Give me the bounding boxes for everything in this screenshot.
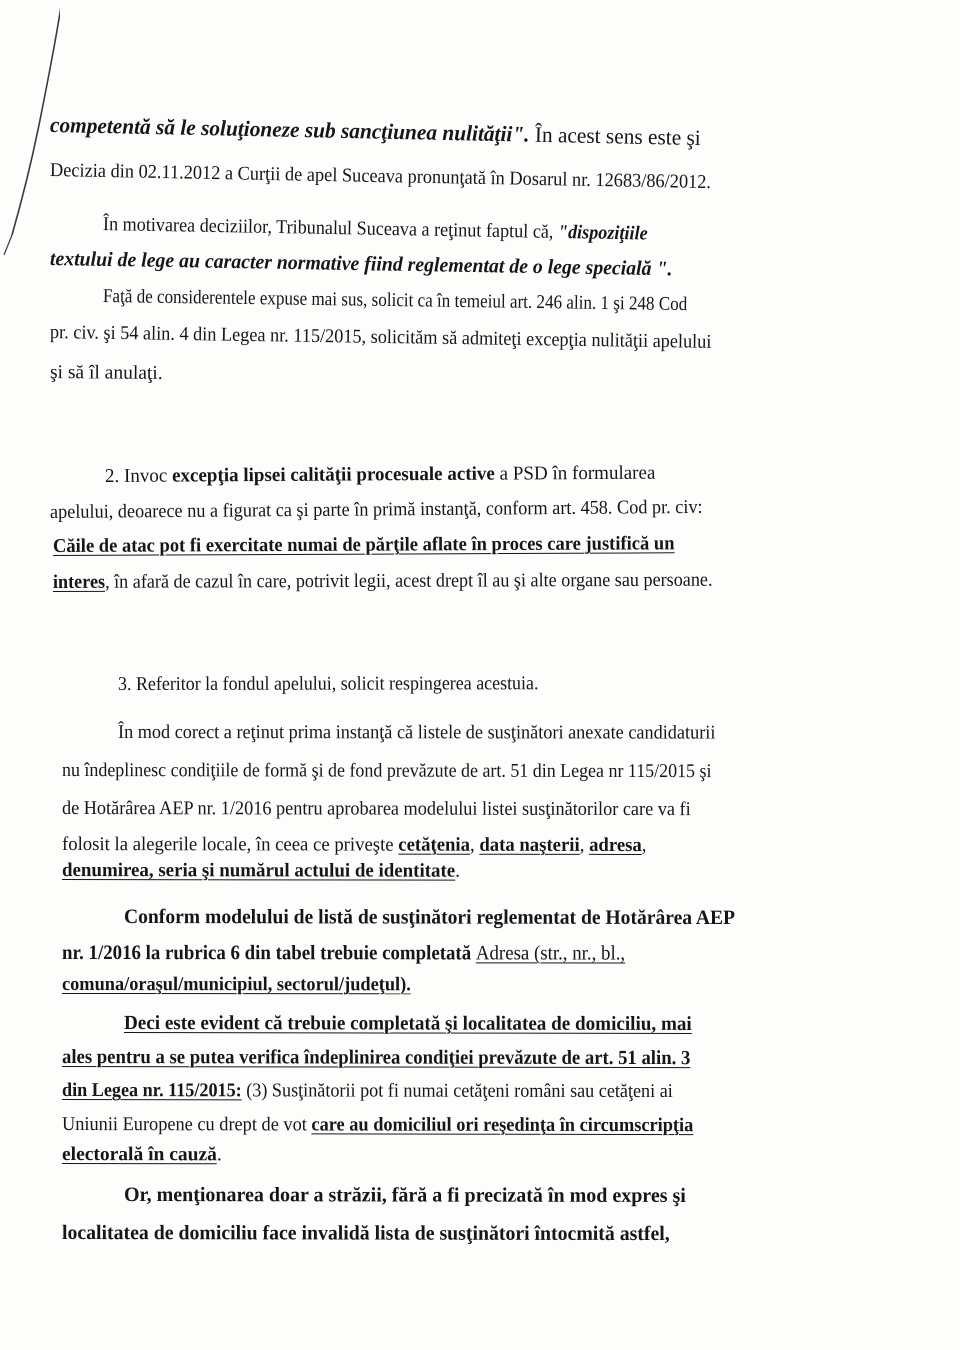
- p4-number-text: 2. Invoc: [104, 465, 173, 487]
- p8-line-2: ales pentru a se putea verifica îndeplinirea condiţiei prevăzute de art. 51 alin. 3: [61, 1046, 691, 1070]
- p6-line-3: de Hotărârea AEP nr. 1/2016 pentru aprobarea modelului listei susţinătorilor care va fi: [61, 798, 691, 821]
- p6-lead-text: folosit la alegerile locale, în ceea ce priveşte: [61, 834, 399, 856]
- p8-domicile-text: care au domiciliul ori reşedinţa în circumscripţia: [311, 1114, 694, 1137]
- p2-lead-text: În motivarea deciziilor, Tribunalul Suceava a reţinut faptul că,: [102, 214, 559, 243]
- p8-line-3: [62, 1078, 673, 1105]
- p3-line-2: pr. civ. şi 54 alin. 4 din Legea nr. 115/2015, solicităm să admiteţi excepţia nulităţii apelului: [49, 322, 712, 353]
- p4-line-2: apelului, deoarece nu a figurat ca şi parte în primă instanţă, conform art. 458. Cod pr. civ:: [49, 496, 703, 523]
- p2-line-1: [103, 212, 648, 248]
- p6-end-1: ,: [641, 835, 647, 857]
- p4-line-1: [105, 461, 656, 490]
- p8-rest-text: (3) Susţinătorii pot fi numai cetăţeni români sau cetăţeni ai: [241, 1080, 673, 1103]
- p3-line-1: Faţă de considerentele expuse mai sus, solicit ca în temeiul art. 246 alin. 1 şi 248 Cod: [102, 286, 688, 316]
- p7-line-2: [62, 940, 625, 966]
- p5-line-1: 3. Referitor la fondul apelului, solicit respingerea acestuia.: [117, 673, 539, 695]
- p3-line-3: şi să îl anulaţi.: [49, 362, 163, 384]
- p6-line-5: [62, 858, 460, 885]
- p1-line-1: [50, 112, 701, 151]
- p7-address-text: Adresa (str., nr., bl.,: [475, 942, 626, 965]
- p8-lead-text: Uniunii Europene cu drept de vot: [61, 1114, 312, 1136]
- p8-line-5: [62, 1142, 222, 1168]
- p4-emph-text: excepţia lipsei calităţii procesuale active: [171, 463, 495, 487]
- p8-law-text: din Legea nr. 115/2015:: [61, 1080, 242, 1102]
- p6-line-4: [62, 832, 647, 859]
- p7-line-3: comuna/oraşul/municipiul, sectorul/judeţul).: [61, 974, 411, 996]
- p8-electoral-text: electorală în cauză: [61, 1144, 217, 1166]
- p2-line-2: textului de lege au caracter normative fiind reglementat de o lege specială ".: [49, 248, 673, 281]
- p4-line-3: Căile de atac pot fi exercitate numai de părţile aflate în proces care justifică un: [52, 533, 675, 557]
- p4-emph-text-2: interes: [52, 571, 106, 593]
- p7-lead-text: nr. 1/2016 la rubrica 6 din tabel trebuie completată: [61, 942, 476, 965]
- p8-line-4: [62, 1112, 693, 1139]
- p1-rest-text: În acest sens este şi: [529, 121, 702, 151]
- p6-address-text: adresa: [589, 834, 642, 857]
- p8-end-text: .: [216, 1144, 222, 1166]
- p4-rest-text: a PSD în formularea: [494, 462, 656, 485]
- p6-citizenship-text: cetăţenia: [398, 834, 471, 856]
- p4-rest-text-2: , în afară de cazul în care, potrivit legii, acest drept îl au şi alte organe sau persoane.: [105, 569, 713, 593]
- p6-sep-1: ,: [469, 834, 480, 856]
- p6-line-1: În mod corect a reţinut prima instanţă că listele de susţinători anexate candidaturii: [117, 722, 716, 744]
- p9-line-2: localitatea de domiciliu face invalidă lista de susţinători întocmită astfel,: [61, 1222, 670, 1246]
- p9-line-1: Or, menţionarea doar a străzii, fără a fi precizată în mod expres şi: [123, 1184, 686, 1207]
- p7-line-1: Conform modelului de listă de susţinători reglementat de Hotărârea AEP: [123, 906, 736, 930]
- p2-emph-text: "dispoziţiile: [557, 221, 648, 245]
- p8-line-1: Deci este evident că trebuie completată şi localitatea de domiciliu, mai: [123, 1012, 692, 1035]
- p6-sep-2: ,: [579, 834, 590, 856]
- p6-identity-text: denumirea, seria şi numărul actului de identitate: [61, 860, 456, 882]
- p1-emph-text: competentă să le soluţioneze sub sancţiunea nulităţii".: [49, 112, 530, 147]
- p6-birthdate-text: data naşterii: [479, 834, 580, 856]
- p6-line-2: nu îndeplinesc condiţiile de formă şi de fond prevăzute de art. 51 din Legea nr 115/2015 şi: [61, 760, 712, 783]
- p4-line-4: [53, 568, 713, 596]
- p1-line-2: Decizia din 02.11.2012 a Curţii de apel Suceava pronunţată în Dosarul nr. 12683/86/2012.: [49, 160, 712, 194]
- p6-end-2: .: [455, 860, 460, 882]
